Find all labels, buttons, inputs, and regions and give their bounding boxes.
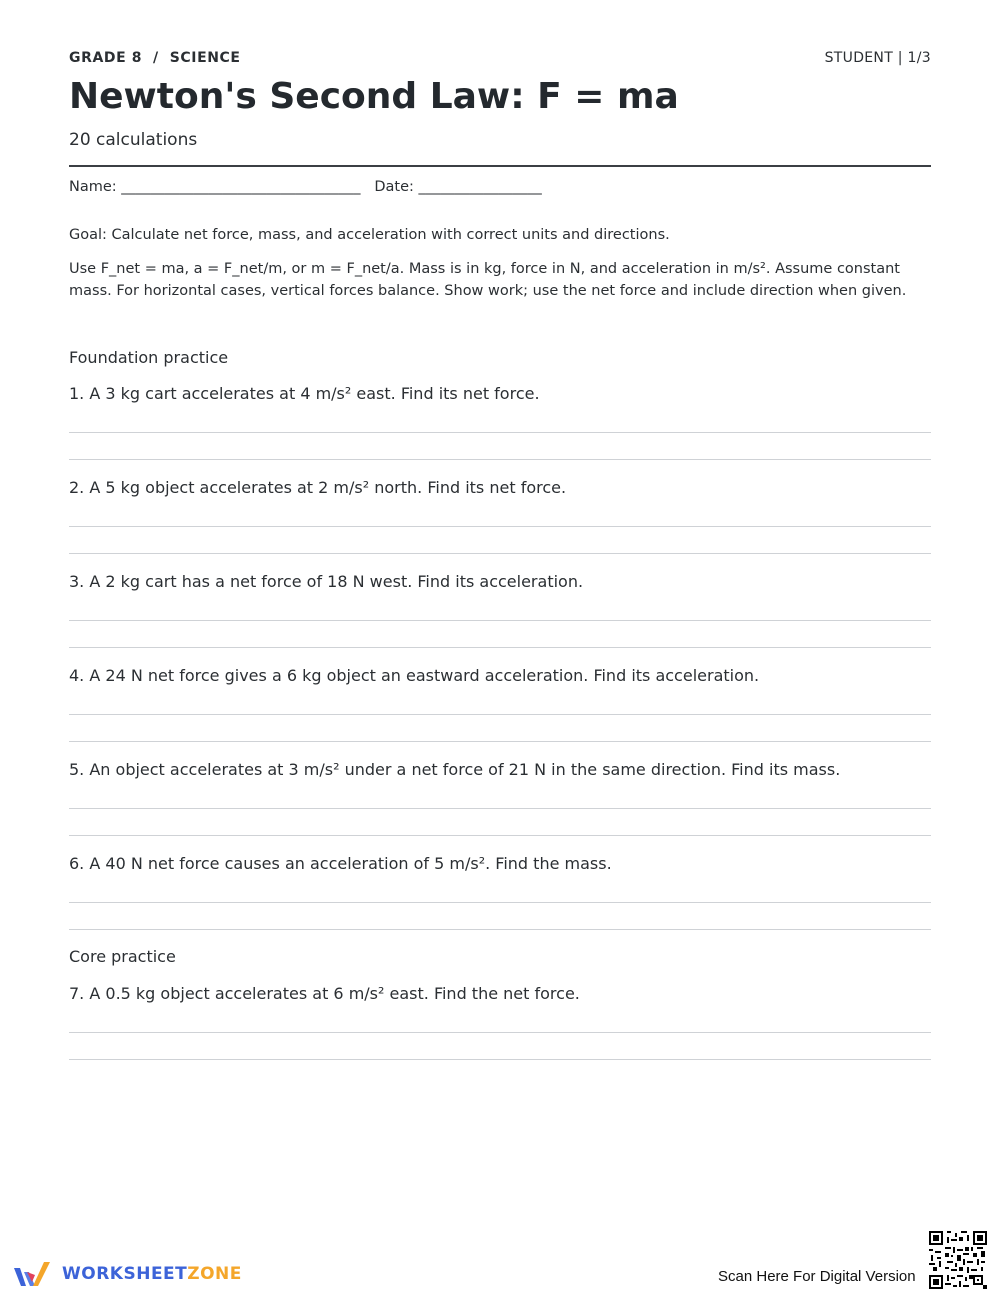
answer-line[interactable] (69, 432, 931, 433)
brand-wordmark: WORKSHEETZONE (62, 1264, 242, 1284)
answer-line[interactable] (69, 526, 931, 527)
answer-line[interactable] (69, 741, 931, 742)
question-6: 6. A 40 N net force causes an acceleration of 5 m/s². Find the mass. (69, 854, 612, 873)
answer-line[interactable] (69, 835, 931, 836)
goal-text: Goal: Calculate net force, mass, and acceleration with correct units and directions. (69, 227, 670, 243)
question-7: 7. A 0.5 kg object accelerates at 6 m/s² east. Find the net force. (69, 984, 580, 1003)
answer-line[interactable] (69, 1032, 931, 1033)
student-fields (69, 179, 542, 195)
answer-line[interactable] (69, 620, 931, 621)
instructions-text: Use F_net = ma, a = F_net/m, or m = F_net/a. Mass is in kg, force in N, and acceleration in m/s². Assume constant mass. For horizontal cases, vertical forces balance. Show work; use the net force and include direction when given. (69, 261, 907, 299)
question-1: 1. A 3 kg cart accelerates at 4 m/s² east. Find its net force. (69, 384, 540, 403)
answer-line[interactable] (69, 929, 931, 930)
section-core-heading: Core practice (69, 947, 176, 966)
top-bar (69, 50, 931, 70)
question-2: 2. A 5 kg object accelerates at 2 m/s² north. Find its net force. (69, 478, 567, 497)
section-foundation-heading: Foundation practice (69, 348, 229, 367)
answer-line[interactable] (69, 647, 931, 648)
question-3: 3. A 2 kg cart has a net force of 18 N west. Find its acceleration. (69, 572, 584, 591)
worksheet-title: Newton's Second Law: F = ma (69, 76, 679, 117)
scan-instruction: Scan Here For Digital Version (718, 1268, 916, 1285)
answer-line[interactable] (69, 714, 931, 715)
answer-line[interactable] (69, 459, 931, 460)
question-5: 5. An object accelerates at 3 m/s² under a net force of 21 N in the same direction. Find its mass. (69, 760, 841, 779)
name-field[interactable]: _________________________________ (121, 179, 361, 195)
answer-line[interactable] (69, 1059, 931, 1060)
worksheet-subtitle: 20 calculations (69, 130, 198, 150)
answer-line[interactable] (69, 902, 931, 903)
qr-code-icon[interactable] (929, 1231, 987, 1289)
date-label: Date: (374, 179, 414, 195)
answer-line[interactable] (69, 808, 931, 809)
page-info: STUDENT | 1/3 (824, 50, 931, 66)
question-4: 4. A 24 N net force gives a 6 kg object an eastward acceleration. Find its acceleration. (69, 666, 760, 685)
worksheetzone-logo-icon (12, 1258, 54, 1292)
grade-subject-label: GRADE 8 / SCIENCE (69, 50, 241, 66)
brand-logo[interactable] (12, 1258, 242, 1292)
title-divider (69, 165, 931, 167)
date-field[interactable]: _________________ (418, 179, 542, 195)
name-label: Name: (69, 179, 117, 195)
answer-line[interactable] (69, 553, 931, 554)
